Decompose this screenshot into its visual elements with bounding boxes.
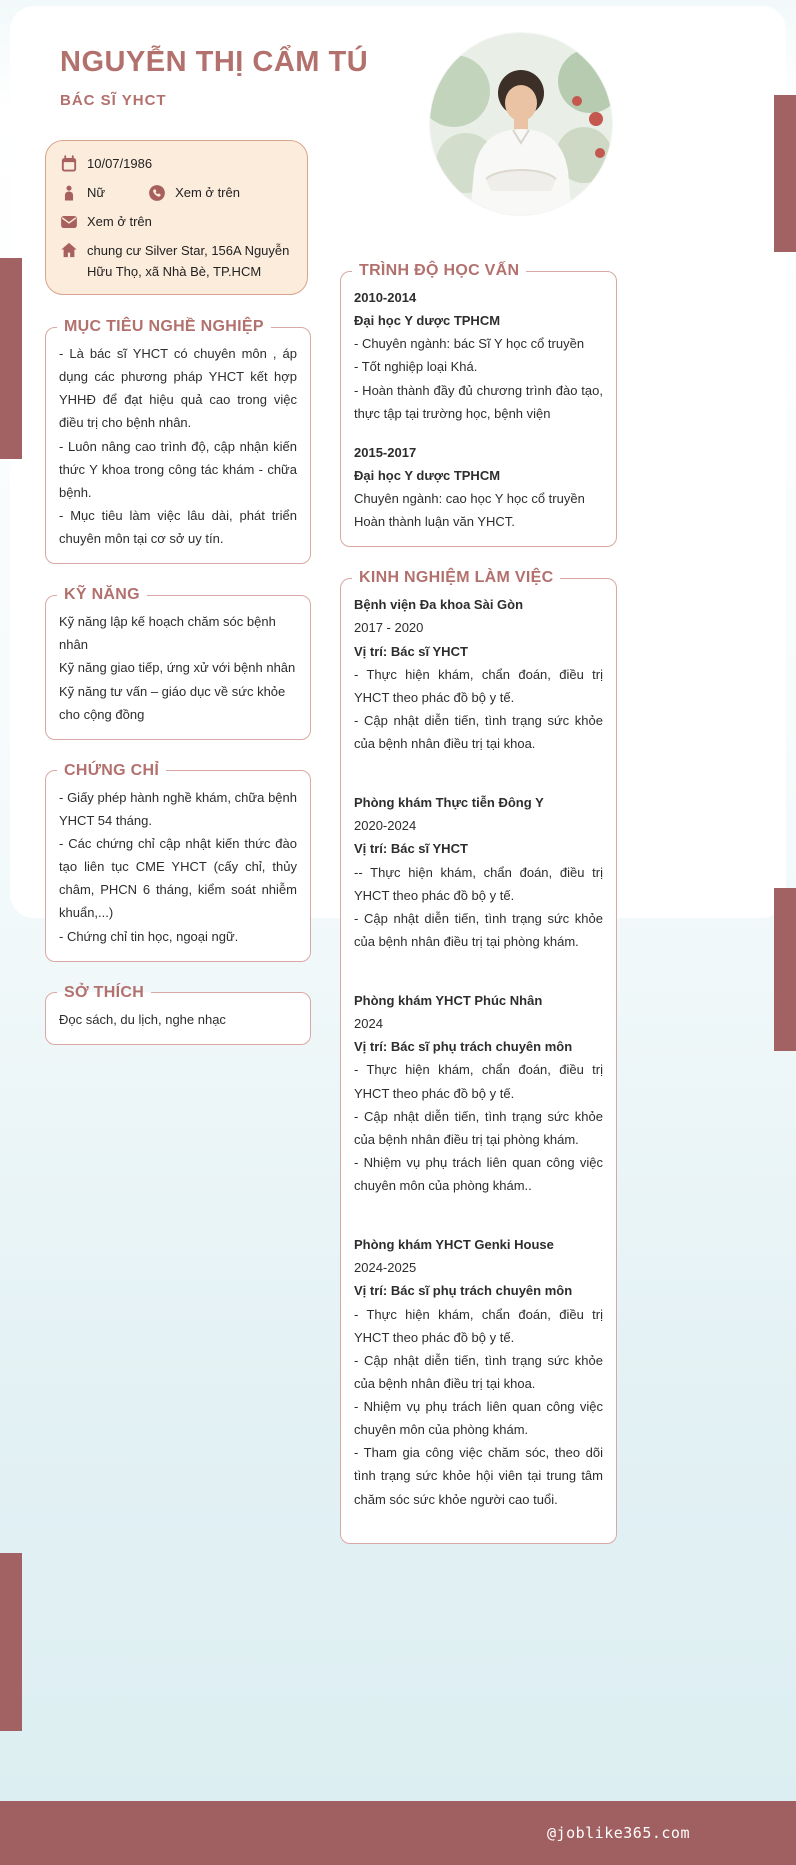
skill-line: Kỹ năng tư vấn – giáo dục về sức khỏe cho cộng đồng <box>59 683 286 722</box>
section-heading-objective: MỤC TIÊU NGHỀ NGHIỆP <box>64 318 264 335</box>
decor-bar-right-middle <box>774 888 796 1051</box>
gender-icon <box>60 184 78 202</box>
right-column <box>340 262 617 1566</box>
job-title: BÁC SĨ YHCT <box>60 92 167 109</box>
email-value: Xem ở trên <box>87 214 152 230</box>
section-certificates <box>45 762 311 962</box>
education-entry <box>354 286 603 425</box>
email-icon <box>60 213 78 231</box>
experience-bullet: -- Thực hiện khám, chẩn đoán, điều trị YHCT theo phác đồ bộ y tế. <box>354 864 603 903</box>
experience-entry <box>354 1233 603 1511</box>
certificate-line: - Giấy phép hành nghề khám, chữa bệnh YHCT 54 tháng. <box>59 789 297 828</box>
company-name: Bệnh viện Đa khoa Sài Gòn <box>354 597 524 613</box>
experience-bullet: - Cập nhật diễn tiến, tình trạng sức khỏe của bệnh nhân điều trị tại khoa. <box>354 712 603 751</box>
objective-line: - Mục tiêu làm việc lâu dài, phát triển chuyên môn tại cơ sở uy tín. <box>59 507 297 546</box>
education-school: Đại học Y dược TPHCM <box>354 467 501 483</box>
address-value: chung cư Silver Star, 156A Nguyễn Hữu Thọ, xã Nhà Bè, TP.HCM <box>87 243 290 279</box>
certificate-line: - Chứng chỉ tin học, ngoại ngữ. <box>59 928 239 944</box>
section-skills <box>45 586 311 740</box>
dob-value: 10/07/1986 <box>87 156 153 171</box>
phone-value: Xem ở trên <box>175 185 240 201</box>
experience-entry <box>354 791 603 953</box>
gender-pair <box>60 183 105 203</box>
section-heading-experience: KINH NGHIỆM LÀM VIỆC <box>359 569 554 587</box>
section-objective <box>45 318 311 564</box>
decor-bar-right-top <box>774 95 796 252</box>
experience-bullet: - Thực hiện khám, chẩn đoán, điều trị YHCT theo phác đồ bộ y tế. <box>354 1062 603 1101</box>
section-hobbies <box>45 984 311 1045</box>
experience-period: 2024 <box>354 1016 383 1032</box>
decor-bar-left-top <box>0 258 22 459</box>
experience-period: 2020-2024 <box>354 818 417 834</box>
experience-bullet: - Nhiệm vụ phụ trách liên quan công việc chuyên môn của phòng khám. <box>354 1399 603 1438</box>
contact-row-dob <box>60 154 293 174</box>
experience-period: 2017 - 2020 <box>354 620 424 636</box>
objective-line: - Là bác sĩ YHCT có chuyên môn , áp dụng các phương pháp YHCT kết hợp YHHĐ để đạt hiệu quả cao trong việc điều trị cho bệnh nhân. <box>59 346 297 431</box>
page-title: NGUYỄN THỊ CẨM TÚ <box>60 46 369 78</box>
phone-pair <box>148 183 240 203</box>
company-name: Phòng khám Thực tiễn Đông Y <box>354 795 544 811</box>
watermark: @joblike365.com <box>547 1824 690 1842</box>
experience-period: 2024-2025 <box>354 1260 417 1276</box>
education-detail: Hoàn thành luận văn YHCT. <box>354 514 515 530</box>
left-column <box>45 318 311 1067</box>
education-period: 2015-2017 <box>354 444 417 460</box>
education-detail: Chuyên ngành: cao học Y học cổ truyền <box>354 491 585 506</box>
skill-line: Kỹ năng giao tiếp, ứng xử với bệnh nhân <box>59 660 296 676</box>
education-detail: - Chuyên ngành: bác Sĩ Y học cổ truyền <box>354 336 585 352</box>
company-name: Phòng khám YHCT Phúc Nhân <box>354 993 543 1008</box>
section-heading-hobbies: SỞ THÍCH <box>64 983 145 1001</box>
experience-bullet: - Cập nhật diễn tiến, tình trạng sức khỏe của bệnh nhân điều trị tại phòng khám. <box>354 910 603 949</box>
experience-bullet: - Cập nhật diễn tiến, tình trạng sức khỏe của bệnh nhân điều trị tại khoa. <box>354 1352 603 1391</box>
calendar-icon <box>60 155 78 173</box>
experience-role: Vị trí: Bác sĩ phụ trách chuyên môn <box>354 1283 573 1299</box>
contact-card <box>45 140 308 295</box>
contact-row-address <box>60 241 293 281</box>
experience-bullet: - Thực hiện khám, chẩn đoán, điều trị YHCT theo phác đồ bộ y tế. <box>354 666 603 705</box>
experience-bullet: - Thực hiện khám, chẩn đoán, điều trị YHCT theo phác đồ bộ y tế. <box>354 1306 603 1345</box>
experience-bullet: - Cập nhật diễn tiến, tình trạng sức khỏe của bệnh nhân điều trị tại phòng khám. <box>354 1108 603 1147</box>
experience-role: Vị trí: Bác sĩ phụ trách chuyên môn <box>354 1039 573 1055</box>
education-detail: - Tốt nghiệp loại Khá. <box>354 359 478 375</box>
education-detail: - Hoàn thành đầy đủ chương trình đào tạo, thực tập tại trường học, bệnh viện <box>354 382 603 421</box>
education-entry <box>354 441 603 534</box>
section-experience <box>340 569 617 1543</box>
skill-line: Kỹ năng lập kế hoạch chăm sóc bệnh nhân <box>59 614 276 653</box>
section-heading-certificates: CHỨNG CHỈ <box>64 761 160 779</box>
experience-bullet: - Tham gia công việc chăm sóc, theo dõi tình trạng sức khỏe hội viên tại trung tâm chăm sóc sức khỏe người cao tuổi. <box>354 1445 603 1507</box>
section-education <box>340 262 617 547</box>
experience-entry <box>354 989 603 1197</box>
certificate-line: - Các chứng chỉ cập nhật kiến thức đào tạo liên tục CME YHCT (cấy chỉ, thủy châm, PHCN 6 tháng, kiểm soát nhiễm khuẩn,...) <box>59 836 297 921</box>
hobbies-text: Đọc sách, du lịch, nghe nhạc <box>59 1011 226 1027</box>
education-period: 2010-2014 <box>354 290 417 305</box>
phone-icon <box>148 184 166 202</box>
experience-role: Vị trí: Bác sĩ YHCT <box>354 643 468 659</box>
experience-bullet: - Nhiệm vụ phụ trách liên quan công việc chuyên môn của phòng khám.. <box>354 1154 603 1193</box>
contact-row-email <box>60 212 293 232</box>
home-icon <box>60 241 78 259</box>
decor-bar-left-bottom <box>0 1553 22 1731</box>
footer-bar <box>0 1801 796 1865</box>
company-name: Phòng khám YHCT Genki House <box>354 1237 554 1253</box>
profile-photo <box>430 33 612 215</box>
experience-role: Vị trí: Bác sĩ YHCT <box>354 841 468 857</box>
objective-line: - Luôn nâng cao trình độ, cập nhận kiến thức Y khoa trong công tác khám - chữa bệnh. <box>59 438 297 500</box>
education-school: Đại học Y dược TPHCM <box>354 313 501 329</box>
experience-entry <box>354 593 603 755</box>
contact-row-gender-phone <box>60 183 293 203</box>
gender-value: Nữ <box>87 185 106 201</box>
section-heading-skills: KỸ NĂNG <box>64 586 140 604</box>
section-heading-education: TRÌNH ĐỘ HỌC VẤN <box>359 262 520 279</box>
